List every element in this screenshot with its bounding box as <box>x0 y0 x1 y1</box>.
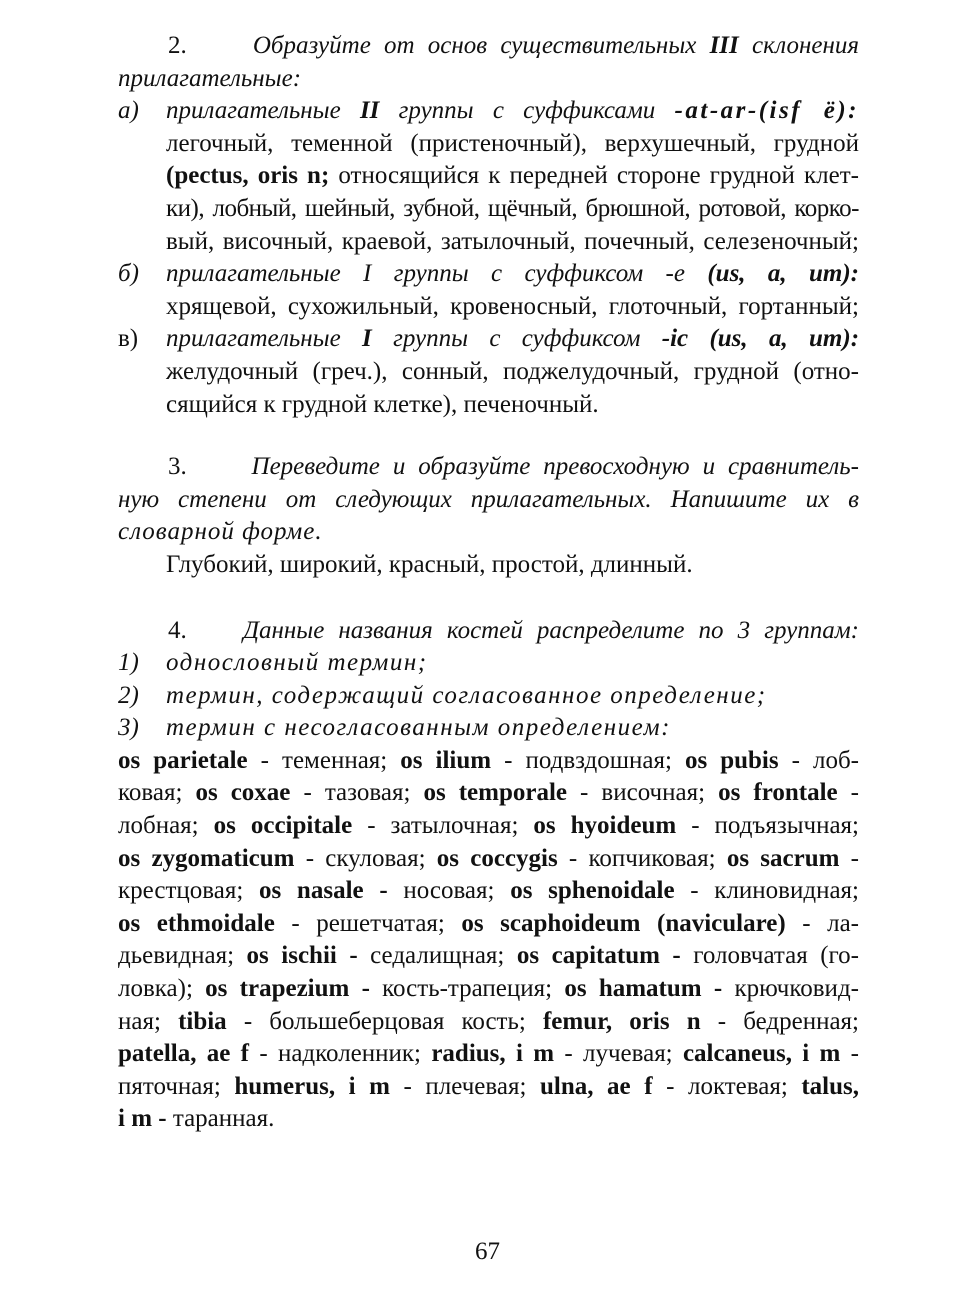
latin-bone-term: os ethmoidale <box>118 909 275 937</box>
russian-translation: - тазовая; <box>290 779 424 807</box>
ex2-c-line-2: желудочный (греч.), сонный, поджелудочный, грудной (отно- <box>166 357 859 385</box>
ex2-a-line-2: легочный, теменной (пристеночный), верхушечный, грудной <box>166 129 859 157</box>
ex2-title: Образуйте от основ существительных <box>252 32 697 59</box>
bone-list-line <box>118 843 859 876</box>
exercise-number: 4. <box>168 616 187 644</box>
latin-bone-term: os coxae <box>195 779 291 807</box>
russian-translation: - большеберцовая кость; <box>226 1007 543 1035</box>
ex2-title-declension: III <box>709 32 739 59</box>
latin-bone-term: os sphenoidale <box>510 877 675 905</box>
ex3-heading-line-1 <box>118 451 859 484</box>
russian-translation: ная; <box>118 1007 179 1035</box>
ex2-item-c <box>118 323 859 421</box>
exercise-number: 2. <box>168 32 187 59</box>
latin-bone-term: radius, i m <box>431 1040 555 1068</box>
latin-bone-term: humerus, i m <box>234 1072 390 1100</box>
ex4-item-1 <box>118 647 859 680</box>
page-content <box>118 30 859 1136</box>
latin-bone-term: os frontale <box>718 779 838 807</box>
group-number: I <box>362 325 372 353</box>
latin-bone-term: tibia <box>178 1007 227 1035</box>
russian-translation: - лоб- <box>778 746 859 774</box>
group-number: II <box>359 97 380 125</box>
russian-translation: - локтевая; <box>652 1072 802 1100</box>
russian-translation: головчатая (го- <box>680 942 859 970</box>
latin-bone-term: os hyoideum <box>533 812 677 840</box>
page-number: 67 <box>475 1238 500 1265</box>
latin-bone-term: os nasale - <box>259 877 388 905</box>
russian-translation: - копчиковая; <box>557 844 727 872</box>
latin-term: (pectus, oris n; <box>166 162 330 190</box>
bone-list-line <box>118 973 859 1006</box>
latin-bone-term: os scaphoideum (naviculare) <box>461 909 786 937</box>
ex2-b-lead <box>166 258 859 291</box>
ex2-c-lead <box>166 323 859 356</box>
bone-list-line <box>118 1071 859 1104</box>
latin-bone-term: os ischii - <box>246 942 358 970</box>
ex2-a-line-3 <box>166 160 859 193</box>
bone-list-line <box>118 1006 859 1039</box>
ex2-a-line-4: ки), лобный, шейный, зубной, щёчный, брюшной, ротовой, корко- <box>166 194 859 222</box>
bone-list-line <box>118 810 859 843</box>
latin-bone-term: i m - <box>118 1105 167 1133</box>
ex3-heading-line-3: словарной форме. <box>118 518 323 546</box>
russian-translation: - решетчатая; <box>274 909 462 937</box>
russian-translation: седалищная; <box>357 942 517 970</box>
ex4-item-3 <box>118 712 859 745</box>
item-label: 2) <box>118 681 139 709</box>
latin-bone-term: femur, oris n <box>542 1007 701 1035</box>
ex2-a-lead <box>166 95 859 128</box>
russian-translation: пяточная; <box>118 1072 235 1100</box>
russian-translation: - клиновидная; <box>674 877 860 905</box>
latin-bone-term: os parietale <box>118 746 248 774</box>
latin-bone-term: patella, ae f <box>118 1040 250 1068</box>
latin-bone-term: os sacrum <box>726 844 840 872</box>
latin-bone-term: talus, <box>801 1072 860 1100</box>
ex2-b-line-2: хрящевой, сухожильный, кровеносный, глоточный, гортанный; <box>166 292 859 320</box>
russian-translation: - надколенник; <box>249 1040 432 1068</box>
ex3-title: Переведите и образуйте превосходную и сравнитель- <box>251 453 859 481</box>
russian-translation: дьевидная; <box>118 942 247 970</box>
lead-text: прилагательные I группы с суффиксом -е <box>166 260 685 288</box>
russian-translation: ковая; <box>118 779 196 807</box>
russian-translation: - теменная; <box>247 746 401 774</box>
russian-translation: - <box>839 844 859 872</box>
latin-bone-term: os ilium <box>400 746 492 774</box>
item-label: 3) <box>118 714 139 742</box>
bone-list-line <box>118 940 859 973</box>
russian-translation: крестцовая; <box>118 877 259 905</box>
ex2-heading-line-2: прилагательные: <box>118 64 302 92</box>
latin-bone-term: ulna, ae f <box>539 1072 653 1100</box>
ex4-heading <box>118 615 859 648</box>
russian-translation: - лучевая; <box>554 1040 683 1068</box>
bone-list-line <box>118 908 859 941</box>
russian-translation: ловка); <box>118 975 206 1003</box>
latin-bone-term: os capitatum - <box>516 942 681 970</box>
latin-bone-term: os temporale <box>423 779 567 807</box>
latin-bone-term: os occipitale <box>213 812 353 840</box>
russian-translation: таранная. <box>166 1105 275 1133</box>
lead-text: прилагательные <box>166 325 341 353</box>
item-text: термин, содержащий согласованное определение; <box>166 681 767 709</box>
suffix: -at-ar-(isf ё): <box>674 97 859 125</box>
russian-translation: - затылочная; <box>352 812 534 840</box>
item-text: однословный термин; <box>166 649 428 677</box>
latin-bone-term: os pubis <box>684 746 779 774</box>
ex2-a-line-5: вый, височный, краевой, затылочный, почечный, селезеночный; <box>166 227 859 255</box>
russian-translation: - <box>840 1040 860 1068</box>
latin-bone-term: os coccygis <box>436 844 558 872</box>
bone-list-line <box>118 1103 859 1136</box>
bone-list-line <box>118 745 859 778</box>
russian-translation: - подвздошная; <box>491 746 685 774</box>
russian-translation: лобная; <box>118 812 214 840</box>
item-label: б) <box>118 260 139 288</box>
russian-translation: - <box>837 779 859 807</box>
russian-translation: - подъязычная; <box>676 812 860 840</box>
ex2-item-a <box>118 95 859 258</box>
exercise-number: 3. <box>168 453 187 481</box>
ex2-heading-line-1 <box>118 30 859 63</box>
ex2-item-b <box>118 258 859 323</box>
lead-text-2: группы с суффиксом <box>393 325 641 353</box>
ex4-item-2 <box>118 680 859 713</box>
bone-list-line <box>118 1038 859 1071</box>
russian-translation: носовая; <box>387 877 511 905</box>
bone-term-list <box>118 745 859 1136</box>
item-text: термин с несогласованным определением: <box>166 714 671 742</box>
ex2-title-end: склонения <box>751 32 860 59</box>
russian-translation: - плечевая; <box>389 1072 540 1100</box>
ex3-heading-line-2: ную степени от следующих прилагательных. Напишите их в <box>118 485 859 513</box>
item-label: а) <box>118 97 139 125</box>
latin-bone-term: os trapezium - <box>205 975 370 1003</box>
suffix: -ic (us, a, um): <box>661 325 860 353</box>
lead-text-2: группы с суффиксами <box>398 97 656 125</box>
lead-text: прилагательные <box>166 97 341 125</box>
ex2-c-line-3: сящийся к грудной клетке), печеночный. <box>166 390 599 418</box>
ex3-word-list: Глубокий, широкий, красный, простой, длинный. <box>166 550 693 578</box>
latin-bone-term: calcaneus, i m <box>682 1040 841 1068</box>
line-text: относящийся к передней стороне грудной клет- <box>338 162 859 190</box>
russian-translation: - скуловая; <box>294 844 437 872</box>
bone-list-line <box>118 875 859 908</box>
item-label: в) <box>118 325 139 353</box>
bone-list-line <box>118 777 859 810</box>
russian-translation: крючковид- <box>722 975 859 1003</box>
latin-bone-term: os zygomaticum <box>118 844 295 872</box>
russian-translation: - височная; <box>567 779 719 807</box>
russian-translation: - бедренная; <box>700 1007 859 1035</box>
item-label: 1) <box>118 649 139 677</box>
russian-translation: кость-трапеция; <box>369 975 565 1003</box>
latin-bone-term: os hamatum - <box>564 975 723 1003</box>
ex4-title: Данные названия костей распределите по 3 группам: <box>243 616 859 644</box>
russian-translation: - ла- <box>785 909 859 937</box>
suffix: (us, a, um): <box>707 260 860 288</box>
